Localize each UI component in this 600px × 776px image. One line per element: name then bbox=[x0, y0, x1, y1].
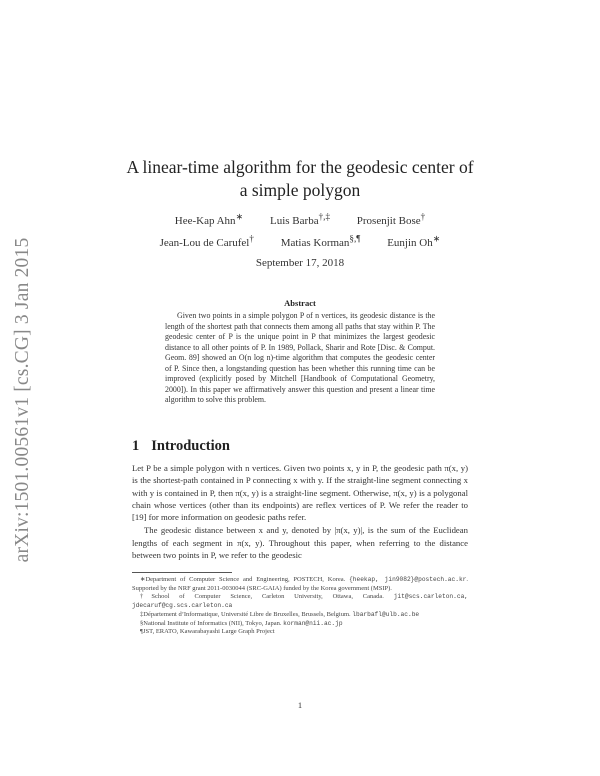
paragraph: The geodesic distance between x and y, denoted by |π(x, y)|, is the sum of the Euclidean lengths of each segment in π(x, y). Throughout this paper, when referring to the distance between two points in P, we refer to the geodesic bbox=[132, 525, 468, 561]
abstract-text: Given two points in a simple polygon P of n vertices, its geodesic distance is the length of the shortest path that connects them among all paths that stay within P. The geodesic center of P is the unique point in P that minimizes the largest geodesic distance to all other points of P. In 1989, Pollack, Sharir and Rote [Disc. & Comput. Geom. 89] showed an O(n log n)-time algorithm that computes the geodesic center of P. Since then, a longstanding question has been whether this running time can be improved (explicitly posed by Mitchell [Handbook of Computational Geometry, 2000]). In this paper we affirmatively answer this question and present a linear time algorithm to solve this problem. bbox=[165, 311, 435, 404]
footnote: ∗Department of Computer Science and Engineering, POSTECH, Korea. {heekap, jin9082}@postech.ac.kr. Supported by the NRF grant 2011-0030044 (SRC-GAIA) funded by the Korea government (MSIP). bbox=[132, 576, 468, 592]
email-link[interactable]: {heekap, jin9082}@postech.ac.kr bbox=[349, 576, 467, 583]
title-line-2: a simple polygon bbox=[239, 180, 361, 200]
author: Luis Barba†,‡ bbox=[270, 211, 331, 227]
author: Prosenjit Bose† bbox=[356, 211, 426, 227]
email-link[interactable]: lbarbafl@ulb.ac.be bbox=[352, 610, 420, 618]
author: Hee-Kap Ahn∗ bbox=[174, 211, 244, 227]
email-link[interactable]: korman@nii.ac.jp bbox=[283, 619, 343, 627]
arxiv-identifier: arXiv:1501.00561v1 [cs.CG] 3 Jan 2015 bbox=[12, 237, 33, 563]
section-heading bbox=[132, 438, 230, 455]
authors-row-1 bbox=[120, 211, 480, 227]
footnote: †School of Computer Science, Carleton University, Ottawa, Canada. jit@scs.carleton.ca, jdecaruf@cg.scs.carleton.ca bbox=[132, 593, 468, 610]
paper-date: September 17, 2018 bbox=[255, 257, 345, 269]
paragraph: Let P be a simple polygon with n vertices. Given two points x, y in P, the geodesic path π(x, y) is the shortest-path contained in P connecting x with y. If the straight-line segment connecting x with y is contained in P, then π(x, y) is a straight-line segment. Otherwise, π(x, y) is a polygonal chain whose vertices (other than its endpoints) are reflex vertices of P. We refer the reader to [19] for more information on geodesic paths refer. bbox=[132, 463, 468, 523]
email-link[interactable]: jit@scs.carleton.ca, jdecaruf@cg.scs.carleton.ca bbox=[132, 593, 468, 610]
section-title: Introduction bbox=[151, 438, 230, 454]
footnote: ¶JST, ERATO, Kawarabayashi Large Graph Project bbox=[140, 628, 275, 636]
authors-row-2 bbox=[120, 233, 480, 249]
page-number: 1 bbox=[297, 700, 303, 710]
footnote: ‡Département d’Informatique, Université Libre de Bruxelles, Brussels, Belgium. lbarbafl@ulb.ac.be bbox=[140, 610, 420, 618]
abstract-body bbox=[165, 311, 435, 406]
footnote-rule bbox=[132, 572, 232, 573]
paper-title bbox=[120, 156, 480, 202]
section-body bbox=[132, 462, 468, 562]
section-number: 1 bbox=[132, 438, 140, 454]
title-line-1: A linear-time algorithm for the geodesic center of bbox=[126, 157, 474, 177]
author: Eunjin Oh∗ bbox=[387, 233, 441, 249]
author: Matias Korman§,¶ bbox=[280, 233, 361, 249]
arxiv-sidebar bbox=[8, 210, 38, 590]
footnote: §National Institute of Informatics (NII), Tokyo, Japan. korman@nii.ac.jp bbox=[140, 619, 343, 627]
footnotes bbox=[132, 576, 468, 637]
author: Jean-Lou de Carufel† bbox=[159, 233, 254, 249]
abstract-heading: Abstract bbox=[284, 298, 316, 308]
